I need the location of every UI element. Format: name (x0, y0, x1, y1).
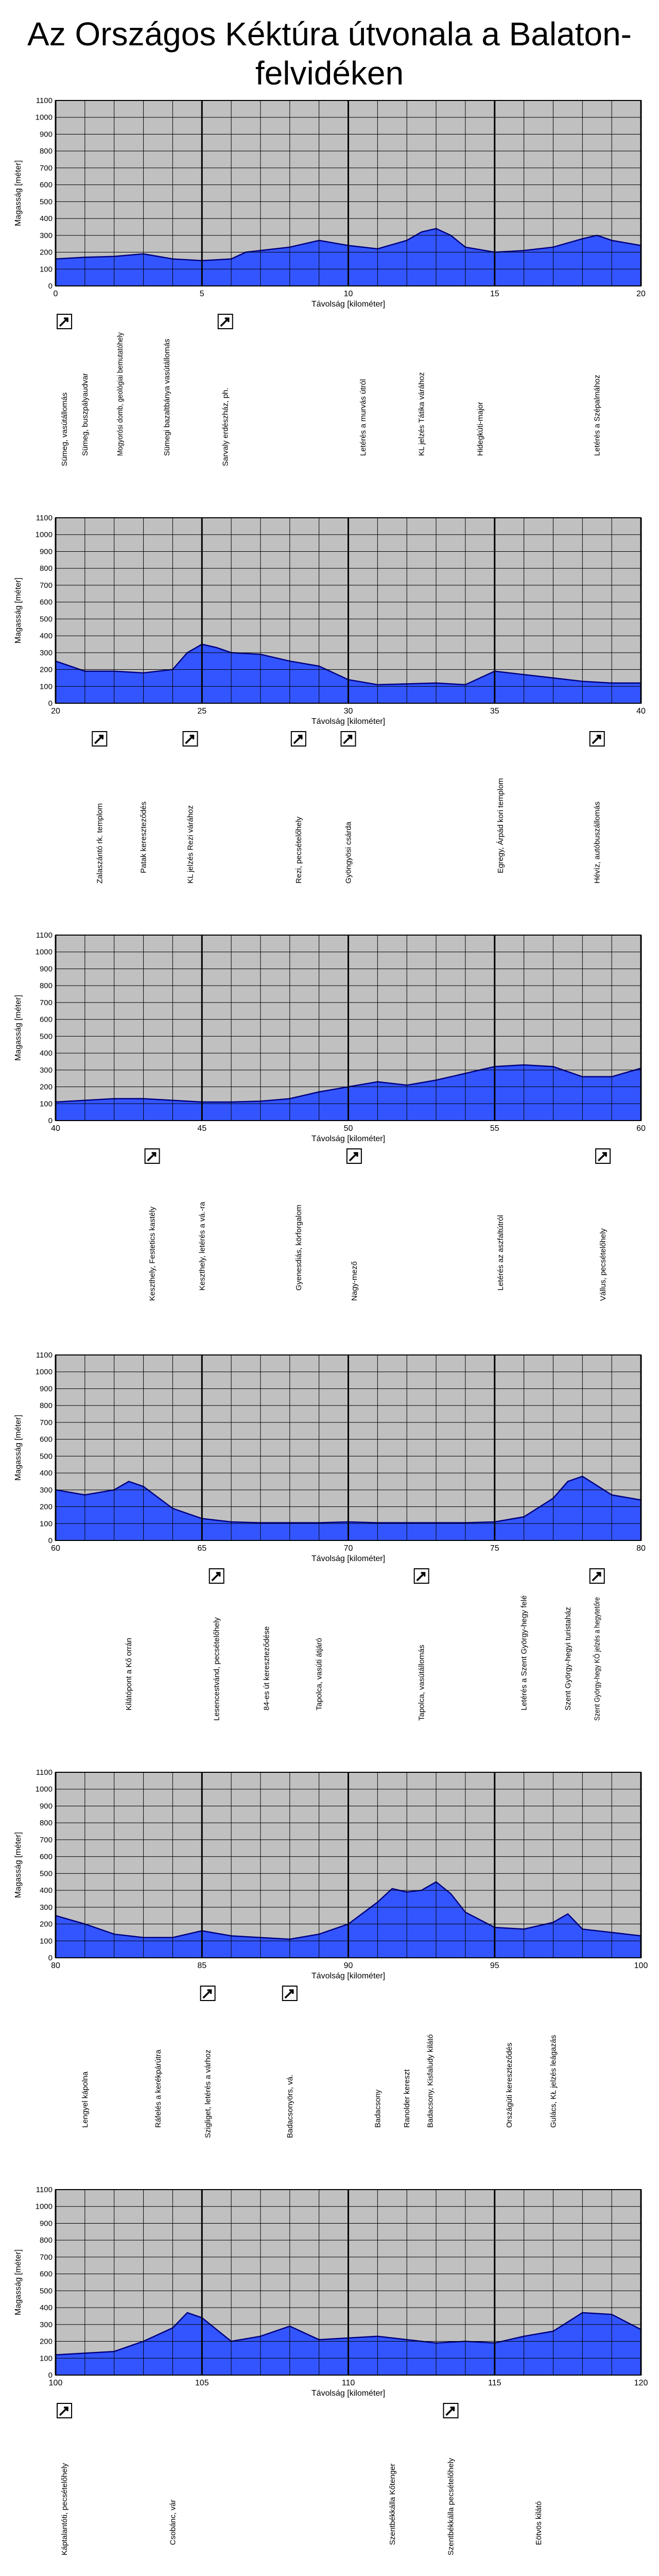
y-tick-label: 1000 (35, 947, 53, 957)
y-tick-label: 400 (39, 1049, 53, 1058)
y-tick-label: 700 (39, 2252, 53, 2262)
y-tick-label: 300 (39, 1065, 53, 1075)
x-axis-label: Távolság [kilométer] (311, 2389, 386, 2398)
waypoint-label: Zalaszántó rk. templom (95, 803, 105, 884)
bus-station-icon (596, 1149, 610, 1163)
waypoint-label: Szent György-hegy KŐ jelzés a hegytetőre (593, 1574, 602, 1721)
x-tick-label: 40 (51, 1124, 60, 1133)
y-tick-label: 600 (39, 180, 53, 190)
x-tick-label: 60 (51, 1544, 60, 1553)
elevation-chart-5 (14, 1768, 648, 2138)
y-tick-label: 300 (39, 2320, 53, 2329)
y-tick-label: 900 (39, 1802, 53, 1811)
elevation-chart-4 (14, 1351, 646, 1721)
y-tick-label: 0 (48, 1536, 53, 1545)
x-tick-label: 55 (490, 1124, 499, 1133)
x-axis-label: Távolság [kilométer] (311, 300, 386, 309)
waypoint-label: Egregy, Árpád kori templom (496, 778, 506, 873)
y-tick-label: 200 (39, 1082, 53, 1092)
y-tick-label: 800 (39, 147, 53, 156)
waypoint-label: Letérés a Szent György-hegy felé (519, 1595, 529, 1710)
y-tick-label: 500 (39, 615, 53, 624)
y-tick-label: 400 (39, 2303, 53, 2313)
x-tick-label: 90 (343, 1961, 353, 1970)
y-tick-label: 500 (39, 1869, 53, 1878)
x-tick-label: 80 (51, 1961, 60, 1970)
y-tick-label: 400 (39, 1886, 53, 1895)
y-tick-label: 900 (39, 1384, 53, 1394)
waypoint-label: Lesencestvánd, pecsételőhely (212, 1617, 221, 1721)
page-title: Az Országos Kéktúra útvonala a Balaton-felvidéken (27, 15, 632, 92)
bus-station-icon (201, 1986, 215, 2001)
x-tick-label: 30 (343, 707, 353, 716)
waypoint-label: Kilátópont a Kő orrán (125, 1638, 134, 1710)
x-tick-label: 65 (197, 1544, 207, 1553)
y-tick-label: 100 (39, 1099, 53, 1109)
waypoint-label: Ráfelés a kerékpárútra (153, 2049, 163, 2128)
waypoint-label: Sarvaly erdészház, ph. (221, 387, 230, 466)
waypoint-label: Rezi, pecsételőhely (294, 816, 303, 884)
y-tick-label: 0 (48, 1116, 53, 1125)
y-tick-label: 200 (39, 665, 53, 674)
x-tick-label: 110 (341, 2379, 355, 2387)
y-tick-label: 100 (39, 2354, 53, 2363)
y-tick-label: 300 (39, 1903, 53, 1912)
y-axis-label: Magasság [méter] (14, 1414, 23, 1481)
waypoint-label: Tapolca, vasútállomás (417, 1645, 426, 1721)
x-tick-label: 85 (197, 1961, 207, 1970)
waypoint-label: Szentbékkálla pecsételőhely (446, 2458, 456, 2555)
waypoint-label: Badacsony (373, 2089, 383, 2128)
waypoint-label: 84-es út kereszteződése (262, 1626, 271, 1710)
y-tick-label: 900 (39, 547, 53, 556)
x-tick-label: 0 (53, 290, 58, 298)
x-tick-label: 100 (634, 1961, 648, 1970)
x-tick-label: 25 (197, 707, 207, 716)
elevation-chart-1 (14, 96, 646, 466)
waypoint-label: Országúti kereszteződés (505, 2042, 514, 2128)
x-axis-label: Távolság [kilométer] (311, 1554, 386, 1563)
waypoint-label: Gyöngyösi csárda (344, 821, 353, 884)
bus-station-icon (57, 2403, 72, 2418)
y-tick-label: 400 (39, 214, 53, 224)
y-tick-label: 900 (39, 130, 53, 139)
elevation-chart-6 (14, 2185, 648, 2555)
y-tick-label: 700 (39, 1418, 53, 1427)
x-tick-label: 75 (490, 1544, 499, 1553)
y-tick-label: 800 (39, 1401, 53, 1411)
y-axis-label: Magasság [méter] (14, 1832, 23, 1899)
waypoint-label: KL jelzés Tátika várához (417, 372, 426, 456)
y-tick-label: 700 (39, 581, 53, 590)
y-tick-label: 300 (39, 1485, 53, 1495)
bus-station-icon (57, 314, 72, 329)
y-tick-label: 600 (39, 1015, 53, 1024)
bus-station-icon (145, 1149, 160, 1163)
x-tick-label: 45 (197, 1124, 207, 1133)
y-axis-label: Magasság [méter] (14, 994, 23, 1061)
y-tick-label: 300 (39, 231, 53, 240)
y-tick-label: 0 (48, 1954, 53, 1962)
y-tick-label: 600 (39, 598, 53, 607)
y-tick-label: 600 (39, 2269, 53, 2279)
waypoint-label: Szentbékkálla Kőtenger (388, 2463, 397, 2545)
x-tick-label: 100 (48, 2379, 63, 2387)
waypoint-label: Badacsonyörs, vá. (285, 2074, 294, 2138)
bus-station-icon (283, 1986, 297, 2001)
waypoint-label: Letérés a murvás útról (358, 379, 368, 456)
waypoint-label: Tapolca, vasúti átjáró (315, 1638, 324, 1710)
y-tick-label: 500 (39, 197, 53, 207)
y-tick-label: 0 (48, 699, 53, 708)
y-tick-label: 600 (39, 1852, 53, 1861)
y-tick-label: 1000 (35, 1785, 53, 1794)
waypoint-label: Csobánc, vár (168, 2499, 178, 2545)
bus-station-icon (291, 732, 306, 746)
x-axis-label: Távolság [kilométer] (311, 1134, 386, 1143)
bus-station-icon (210, 1569, 224, 1583)
bus-station-icon (341, 732, 356, 746)
x-tick-label: 40 (636, 707, 646, 716)
bus-station-icon (92, 732, 107, 746)
waypoint-label: Vállus, pecsételőhely (599, 1228, 608, 1301)
y-tick-label: 1000 (35, 530, 53, 539)
x-axis-label: Távolság [kilométer] (311, 717, 386, 726)
y-tick-label: 100 (39, 265, 53, 274)
y-tick-label: 200 (39, 2337, 53, 2346)
waypoint-label: Káptalantóti, pecsételőhely (60, 2463, 70, 2555)
bus-station-icon (347, 1149, 361, 1163)
y-tick-label: 1100 (36, 96, 53, 105)
waypoint-label: KL jelzés Rezi várához (186, 805, 195, 884)
y-tick-label: 900 (39, 964, 53, 974)
y-tick-label: 200 (39, 1920, 53, 1929)
waypoint-label: Ranolder kereszt (403, 2069, 412, 2128)
waypoint-label: Sümeg, buszpályaudvar (80, 373, 90, 456)
waypoint-label: Gulács, KŁ jelzés leágazás (549, 2035, 558, 2128)
y-tick-label: 1000 (35, 2202, 53, 2211)
waypoint-label: Szigliget, letérés a várhoz (203, 2049, 213, 2138)
y-axis-label: Magasság [méter] (14, 2249, 23, 2316)
waypoint-label: Keszthely, letérés a vá.-ra (198, 1201, 207, 1291)
bus-station-icon (414, 1569, 429, 1583)
waypoint-label: Hévíz, autóbuszállomás (593, 801, 602, 884)
y-tick-label: 500 (39, 2286, 53, 2296)
waypoint-label: Letérés a Szépalmához (593, 375, 602, 456)
y-tick-label: 200 (39, 1502, 53, 1512)
y-tick-label: 400 (39, 1469, 53, 1478)
waypoint-label: Nagy-mező (350, 1261, 359, 1301)
x-tick-label: 80 (636, 1544, 646, 1553)
y-tick-label: 700 (39, 998, 53, 1007)
x-tick-label: 20 (636, 290, 646, 298)
x-tick-label: 20 (51, 707, 60, 716)
y-tick-label: 0 (48, 282, 53, 291)
elevation-chart-2 (14, 514, 646, 884)
bus-station-icon (590, 732, 604, 746)
bus-station-icon (218, 314, 233, 329)
y-tick-label: 100 (39, 1937, 53, 1946)
waypoint-label: Sümeg, vasútállomás (60, 392, 70, 466)
y-tick-label: 1000 (35, 1367, 53, 1377)
y-tick-label: 1100 (36, 514, 53, 522)
x-axis-label: Távolság [kilométer] (311, 1972, 386, 1980)
waypoint-label: Gyenesdiás, körforgalom (294, 1205, 303, 1291)
y-tick-label: 800 (39, 981, 53, 991)
x-tick-label: 60 (636, 1124, 646, 1133)
y-tick-label: 500 (39, 1032, 53, 1041)
x-tick-label: 70 (343, 1544, 353, 1553)
y-tick-label: 800 (39, 2236, 53, 2245)
elevation-chart-3 (14, 931, 646, 1301)
y-tick-label: 900 (39, 2219, 53, 2228)
waypoint-label: Sümegi bazaltbánya vasútállomás (163, 338, 172, 456)
x-tick-label: 115 (488, 2379, 501, 2387)
x-tick-label: 10 (343, 290, 353, 298)
x-tick-label: 105 (195, 2379, 209, 2387)
y-tick-label: 1100 (36, 2185, 53, 2194)
y-axis-label: Magasság [méter] (14, 577, 23, 644)
y-tick-label: 1100 (36, 1768, 53, 1777)
waypoint-label: Eötvös kilátó (534, 2501, 544, 2545)
y-tick-label: 1100 (36, 1351, 53, 1360)
x-tick-label: 15 (490, 290, 499, 298)
waypoint-label: Mogyorósi domb, geológiai bemutatóhely (116, 315, 125, 456)
waypoint-label: Hidegkúti-major (476, 401, 485, 456)
y-tick-label: 300 (39, 648, 53, 657)
y-tick-label: 400 (39, 632, 53, 641)
waypoint-label: Lengyel kápolna (80, 2071, 90, 2128)
y-tick-label: 500 (39, 1452, 53, 1461)
y-tick-label: 100 (39, 1519, 53, 1529)
y-tick-label: 200 (39, 248, 53, 257)
waypoint-label: Keszthely, Festetics kastély (148, 1206, 157, 1301)
waypoint-label: Letérés az aszfaltútról (496, 1215, 506, 1291)
waypoint-label: Szent György-hegyi turistaház (563, 1607, 573, 1710)
y-tick-label: 800 (39, 564, 53, 573)
bus-station-icon (590, 1569, 604, 1583)
y-tick-label: 800 (39, 1819, 53, 1828)
x-tick-label: 5 (199, 290, 204, 298)
y-tick-label: 100 (39, 682, 53, 691)
y-tick-label: 700 (39, 1835, 53, 1844)
waypoint-label: Badacsony, Kisfaludy kilátó (426, 2034, 435, 2128)
x-tick-label: 50 (343, 1124, 353, 1133)
y-axis-label: Magasság [méter] (14, 160, 23, 227)
waypoint-label: Patak kereszteződés (139, 801, 148, 873)
x-tick-label: 35 (490, 707, 499, 716)
x-tick-label: 95 (490, 1961, 499, 1970)
y-tick-label: 600 (39, 1435, 53, 1444)
y-tick-label: 0 (48, 2371, 53, 2380)
bus-station-icon (443, 2403, 458, 2418)
y-tick-label: 700 (39, 163, 53, 173)
y-tick-label: 1100 (36, 931, 53, 940)
bus-station-icon (183, 732, 198, 746)
y-tick-label: 1000 (35, 113, 53, 122)
x-tick-label: 120 (634, 2379, 648, 2387)
